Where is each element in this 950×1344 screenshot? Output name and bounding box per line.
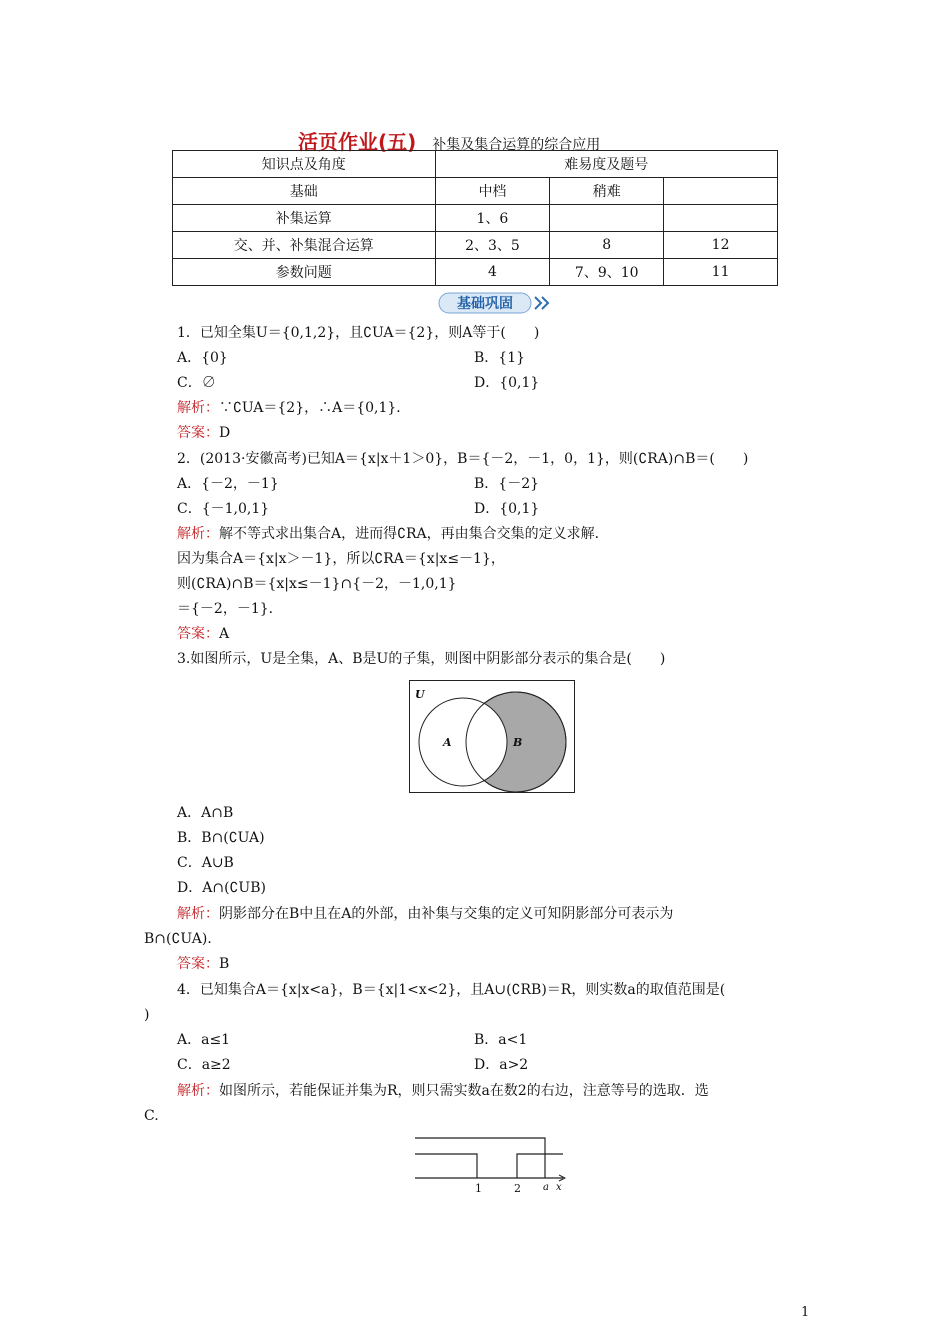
tick-label-2: 2 — [514, 1182, 521, 1195]
q4-analysis-cont: C. — [144, 1108, 159, 1124]
q4-option-a: A．a≤1 — [177, 1032, 231, 1048]
q4-option-b: B．a<1 — [474, 1032, 528, 1048]
q3-option-b: B．B∩(∁UA) — [177, 830, 265, 846]
analysis-label: 解析： — [177, 400, 219, 416]
q1-option-a: A．{0} — [177, 350, 228, 366]
table-row — [173, 205, 778, 232]
answer-label: 答案： — [177, 956, 219, 972]
q3-stem: 3.如图所示，U是全集，A、B是U的子集，则图中阴影部分表示的集合是( ) — [177, 651, 666, 667]
q2-option-a: A．{－2，－1} — [177, 476, 279, 492]
axis-label-x: x — [556, 1182, 562, 1193]
q2-analysis-line: ＝{－2，－1}． — [177, 601, 283, 617]
q3-option-c: C．A∪B — [177, 855, 234, 871]
table-cell: 4 — [435, 259, 550, 286]
title-subtitle: 补集及集合运算的综合应用 — [432, 137, 601, 153]
answer-text: D — [219, 425, 231, 441]
q1-option-c: C．∅ — [177, 375, 216, 391]
table-cell: 2、3、5 — [435, 232, 550, 259]
table-subheader: 稍难 — [550, 178, 664, 205]
tick-label-a: a — [543, 1182, 549, 1193]
section-badge — [438, 292, 554, 314]
analysis-text: 解不等式求出集合A，进而得∁RA，再由集合交集的定义求解． — [219, 526, 609, 542]
q1-stem: 1．已知全集U＝{0,1,2}，且∁UA＝{2}，则A等于( ) — [177, 325, 540, 341]
q3-option-a: A．A∩B — [177, 805, 234, 821]
complement-b-right — [517, 1154, 563, 1178]
q2-option-c: C．{－1,0,1} — [177, 501, 270, 517]
table-cell: 补集运算 — [173, 205, 436, 232]
analysis-text: 如图所示，若能保证并集为R，则只需实数a在数2的右边，注意等号的选取．选 — [219, 1083, 709, 1099]
page-number: 1 — [801, 1305, 810, 1320]
analysis-label: 解析： — [177, 906, 219, 922]
tick-label-1: 1 — [475, 1182, 482, 1195]
q2-analysis — [177, 524, 609, 544]
table-header-left: 知识点及角度 — [173, 151, 436, 178]
knowledge-table — [172, 150, 778, 286]
table-cell: 12 — [664, 232, 778, 259]
analysis-label: 解析： — [177, 1083, 219, 1099]
venn-label-b: B — [513, 736, 523, 749]
section-badge-label: 基础巩固 — [457, 296, 513, 312]
answer-text: A — [219, 626, 230, 642]
table-header-right: 难易度及题号 — [435, 151, 777, 178]
table-row — [173, 259, 778, 286]
table-cell: 7、9、10 — [550, 259, 664, 286]
title-main: 活页作业(五) — [298, 130, 417, 154]
q2-answer — [177, 624, 229, 644]
analysis-text: ∵∁UA＝{2}，∴A＝{0,1}． — [219, 400, 411, 416]
q4-stem: 4．已知集合A＝{x|x<a}，B＝{x|1<x<2}，且A∪(∁RB)＝R，则实数a的取值范围是( — [177, 982, 726, 998]
table-cell: 1、6 — [435, 205, 550, 232]
q1-option-d: D．{0,1} — [474, 375, 540, 391]
q3-option-d: D．A∩(∁UB) — [177, 880, 266, 896]
table-cell — [664, 205, 778, 232]
q1-analysis — [177, 398, 410, 418]
q3-answer — [177, 954, 229, 974]
answer-text: B — [219, 956, 230, 972]
answer-label: 答案： — [177, 626, 219, 642]
table-subheader: 中档 — [435, 178, 550, 205]
q2-option-b: B．{－2} — [474, 476, 540, 492]
table-cell — [664, 178, 778, 205]
analysis-text: 阴影部分在B中且在A的外部，由补集与交集的定义可知阴影部分可表示为 — [219, 906, 674, 922]
set-a-line — [415, 1138, 545, 1178]
number-line-diagram — [413, 1132, 573, 1196]
table-cell — [550, 205, 664, 232]
table-cell: 8 — [550, 232, 664, 259]
complement-b-left — [415, 1154, 477, 1178]
q1-answer — [177, 423, 230, 443]
q3-analysis-cont: B∩(∁UA)． — [144, 931, 222, 947]
q1-option-b: B．{1} — [474, 350, 526, 366]
venn-label-a: A — [443, 736, 452, 749]
q3-analysis — [177, 904, 673, 924]
table-subheader: 基础 — [173, 178, 436, 205]
table-cell: 交、并、补集混合运算 — [173, 232, 436, 259]
answer-label: 答案： — [177, 425, 219, 441]
q2-stem: 2．(2013·安徽高考)已知A＝{x|x＋1＞0}，B＝{－2，－1，0，1}，则(∁RA)∩B＝( ) — [177, 451, 749, 467]
table-cell: 11 — [664, 259, 778, 286]
venn-circle-a — [419, 698, 507, 786]
q4-option-c: C．a≥2 — [177, 1057, 231, 1073]
q2-analysis-line: 因为集合A＝{x|x＞－1}，所以∁RA＝{x|x≤－1}， — [177, 551, 505, 567]
table-row — [173, 232, 778, 259]
venn-diagram — [409, 680, 575, 794]
q4-option-d: D．a>2 — [474, 1057, 529, 1073]
venn-universe-label: U — [415, 688, 425, 701]
q4-stem-cont: ) — [144, 1007, 150, 1023]
q4-analysis — [177, 1081, 709, 1101]
table-cell: 参数问题 — [173, 259, 436, 286]
double-chevron-icon — [535, 297, 548, 309]
q2-option-d: D．{0,1} — [474, 501, 540, 517]
q2-analysis-line: 则(∁RA)∩B＝{x|x≤－1}∩{－2，－1,0,1} — [177, 576, 457, 592]
analysis-label: 解析： — [177, 526, 219, 542]
